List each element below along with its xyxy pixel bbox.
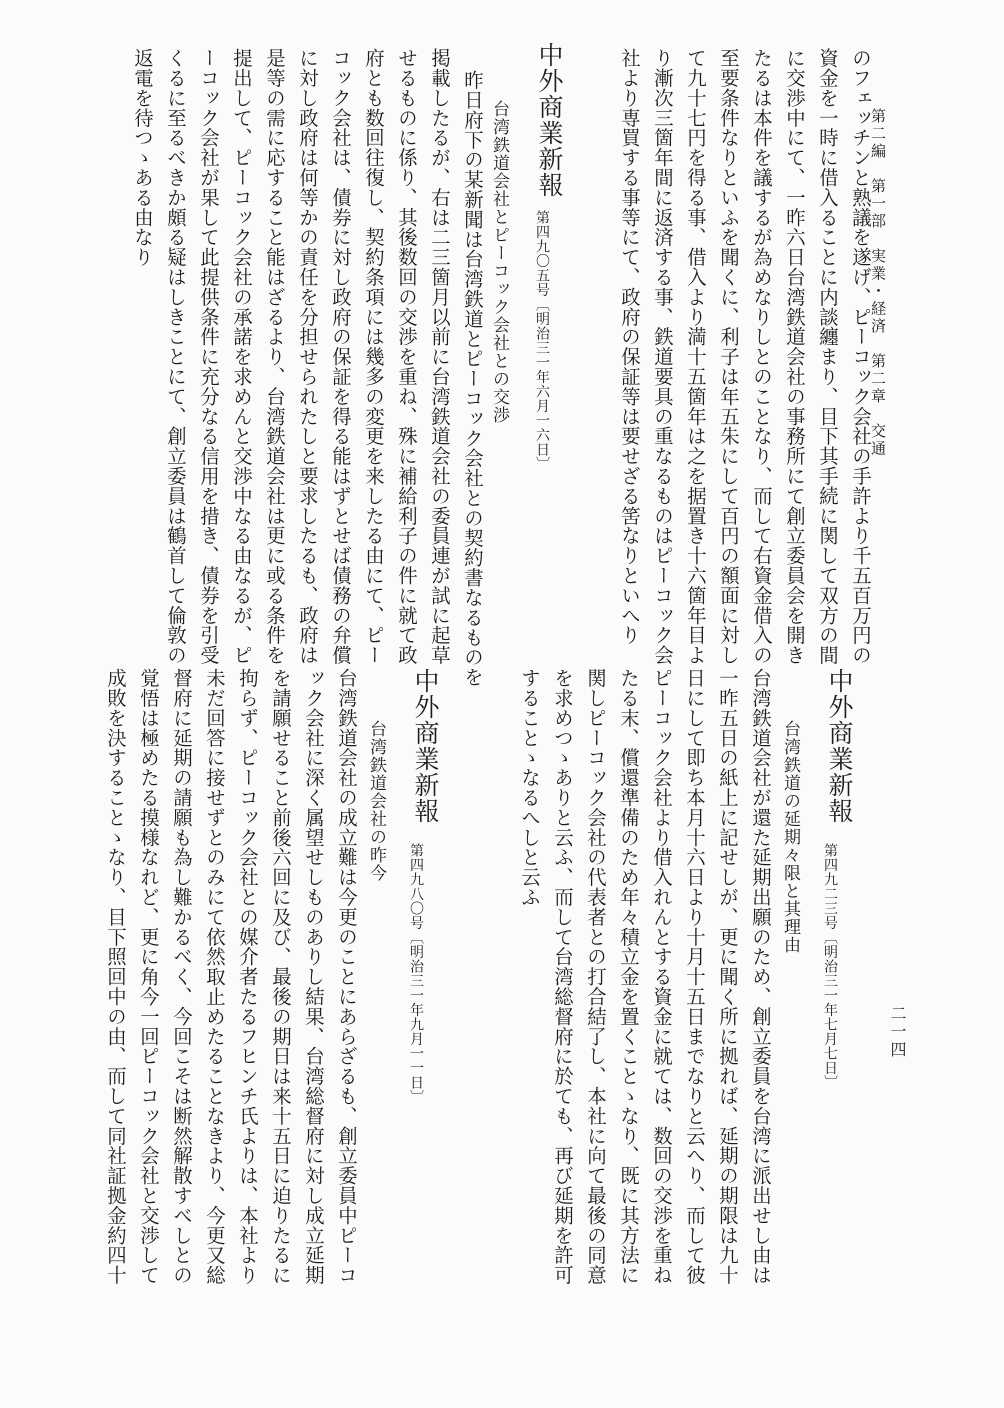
text-line: 日にして即ち本月十六日より十月十五日までなりと云へり、而して彼: [683, 668, 706, 1285]
text-line: を請願せること前後六回に及び、最後の期日は来十五日に迫りたるに: [269, 668, 292, 1285]
paper-title: 中外商業新報: [825, 668, 854, 824]
text-line: 昨日府下の某新聞は台湾鉄道とピーコック会社との契約書なるものを: [461, 70, 484, 687]
text-line: のフェッチンと熟議を遂げ、ピーコック会社の手許より千五百万円の: [849, 48, 872, 665]
text-line: 未だ回答に接せずとのみにて依然取止めたることなきより、今更又総: [203, 668, 226, 1285]
text-line: たるは本件を議するが為めなりしとのことなり、而して右資金借入の: [750, 48, 773, 665]
text-line: 社より専買する事等にて、政府の保証等は要せざる筈なりといへり: [618, 48, 641, 645]
text-line: 掲載したるが、右は二三箇月以前に台湾鉄道会社の委員連が試に起草: [428, 48, 451, 665]
text-line: せるものに係り、其後数回の交渉を重ね、殊に補給利子の件に就て政: [395, 48, 418, 665]
text-line: り漸次三箇年間に返済する事、鉄道要具の重なるものはピーコック会: [651, 48, 674, 665]
article-subhead: 台湾鉄道の延期々限と其理由: [780, 720, 800, 954]
issue-label: 第四九八〇号〔明治三一年九月一一日〕: [408, 843, 424, 1104]
text-line: 提出して、ピーコック会社の承諾を求めんと交渉中なる由なるが、ピ: [230, 48, 253, 665]
text-line: 返電を待つゝある由なり: [131, 48, 154, 267]
text-line: 覚悟は極めたる摸様なれど、更に角今一回ピーコック会社と交渉して: [137, 668, 160, 1285]
text-line: ック会社に深く属望せしものありし結果、台湾総督府に対し成立延期: [302, 668, 325, 1285]
text-line: 成敗を決することゝなり、目下照回中の由、而して同社証拠金約四十: [104, 668, 127, 1285]
text-line: ーコック会社が果して此提供条件に充分なる信用を措き、債券を引受: [197, 48, 220, 665]
text-line: 府とも数回往復し、契約条項には幾多の変更を来したる由にて、ピー: [362, 48, 385, 665]
paper-title: 中外商業新報: [535, 42, 564, 198]
page-number: 二一四: [888, 1005, 907, 1059]
text-line: ピーコック会社より借入れんとする資金に就ては、数回の交渉を重ね: [650, 668, 673, 1285]
text-line: 拘らず、ピーコック会社との媒介者たるフヒンチ氏よりは、本社より: [236, 668, 259, 1285]
text-line: することゝなるへしと云ふ: [518, 668, 541, 907]
article-subhead: 台湾鉄道会社の昨今: [366, 720, 386, 882]
text-line: 一昨五日の紙上に記せしが、更に聞く所に拠れば、延期の期限は九十: [716, 668, 739, 1285]
text-line: 関しピーコック会社の代表者との打合結了し、本社に向て最後の同意: [584, 668, 607, 1285]
text-line: 資金を一時に借入ることに内談纏まり、目下其手続に関して双方の間: [816, 48, 839, 665]
text-line: に交渉中にて、一昨六日台湾鉄道会社の事務所にて創立委員会を開き: [783, 48, 806, 665]
text-line: 至要条件なりといふを聞くに、利子は年五朱にして百円の額面に対し: [717, 48, 740, 665]
article-subhead: 台湾鉄道会社とピーコック会社との交渉: [489, 100, 509, 424]
running-header: 第二編 第一部 実業・経済 第二章 交通: [869, 108, 887, 458]
text-line: コック会社は、債券に対し政府の保証を得る能はずとせば債務の弁償: [329, 48, 352, 665]
text-line: 台湾鉄道会社が還た延期出願のため、創立委員を台湾に派出せし由は: [749, 668, 772, 1285]
text-line: くるに至るべきか頗る疑はしきことにて、創立委員は鶴首して倫敦の: [164, 48, 187, 665]
text-line: 是等の需に応すること能はざるより、台湾鉄道会社は更に或る条件を: [263, 48, 286, 665]
text-line: て九十七円を得る事、借入より満十五箇年は之を据置き十六箇年目よ: [684, 48, 707, 665]
text-line: を求めつゝありと云ふ、而して台湾総督府に於ても、再び延期を許可: [551, 668, 574, 1285]
text-line: 台湾鉄道会社の成立難は今更のことにあらざるも、創立委員中ピーコ: [335, 668, 358, 1285]
text-line: に対し政府は何等かの責任を分担せられたしと要求したるも、政府は: [296, 48, 319, 665]
issue-label: 第四九二三号〔明治三一年七月七日〕: [822, 843, 838, 1090]
text-line: たる末、償還準備のため年々積立金を置くことゝなり、既に其方法に: [617, 668, 640, 1285]
paper-title: 中外商業新報: [411, 668, 440, 824]
text-line: 督府に延期の請願も為し難かるべく、今回こそは断然解散すべしとの: [170, 668, 193, 1285]
issue-label: 第四九〇五号〔明治三一年六月一六日〕: [534, 210, 550, 471]
